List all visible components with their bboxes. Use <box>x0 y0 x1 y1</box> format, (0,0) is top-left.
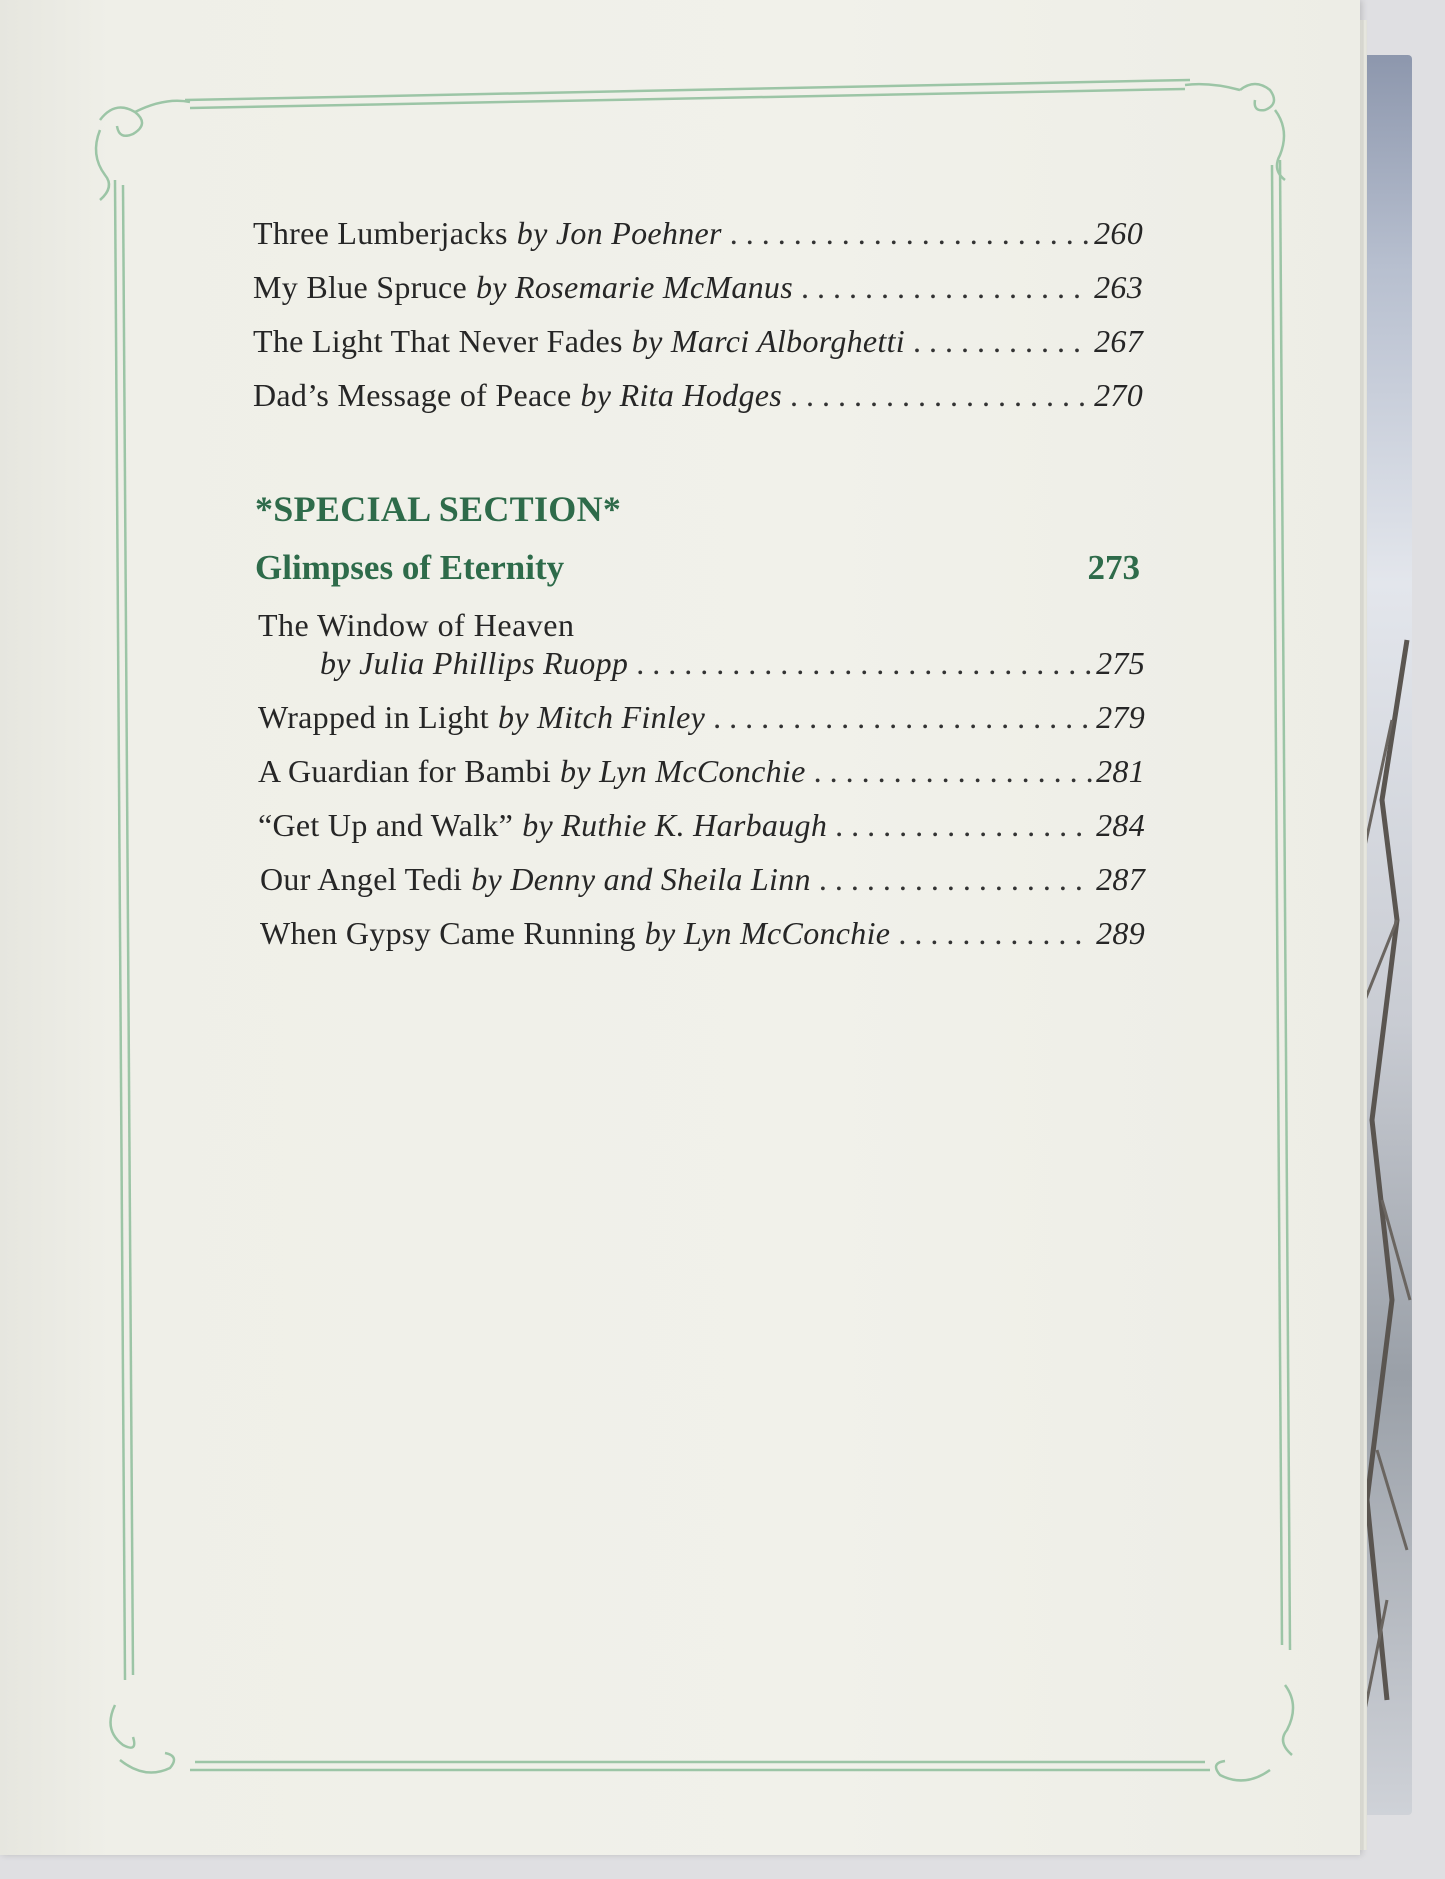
dot-leader <box>835 807 1092 844</box>
entry-page: 281 <box>1096 753 1145 789</box>
dot-leader <box>730 215 1090 252</box>
dot-leader <box>814 753 1092 790</box>
entry-author: by Lyn McConchie <box>644 915 891 951</box>
entry-title: Three Lumberjacks <box>253 215 508 251</box>
entry-title: A Guardian for Bambi <box>258 753 552 789</box>
entry-page: 270 <box>1094 377 1143 413</box>
entry-author: by Denny and Sheila Linn <box>471 861 811 897</box>
toc-entry[interactable] <box>253 215 1143 259</box>
entry-page: 267 <box>1094 323 1143 359</box>
entry-author: by Ruthie K. Harbaugh <box>522 807 828 843</box>
toc-entry[interactable] <box>258 807 1145 851</box>
toc-entry[interactable] <box>260 861 1145 905</box>
special-section-heading[interactable] <box>255 548 1140 588</box>
dot-leader <box>898 915 1092 952</box>
entry-author: by Jon Poehner <box>516 215 722 251</box>
dot-leader <box>819 861 1092 898</box>
dot-leader <box>801 269 1090 306</box>
entry-author: by Julia Phillips Ruopp <box>320 645 629 681</box>
toc-entry[interactable] <box>253 377 1143 421</box>
dot-leader <box>713 699 1092 736</box>
dot-leader <box>790 377 1090 414</box>
entry-page: 260 <box>1094 215 1143 251</box>
dot-leader <box>636 645 1092 682</box>
toc-entry[interactable] <box>258 753 1145 797</box>
entry-page: 284 <box>1096 807 1145 843</box>
toc-entry[interactable] <box>320 645 1145 689</box>
entry-title: When Gypsy Came Running <box>260 915 636 951</box>
entry-author: by Marci Alborghetti <box>631 323 905 359</box>
special-section-page: 273 <box>1087 548 1140 587</box>
dot-leader <box>913 323 1090 360</box>
entry-title: Wrapped in Light <box>258 699 490 735</box>
entry-title: “Get Up and Walk” <box>258 807 514 843</box>
entry-page: 275 <box>1096 645 1145 681</box>
entry-page: 279 <box>1096 699 1145 735</box>
toc-entry[interactable] <box>260 915 1145 959</box>
special-section-label: *SPECIAL SECTION* <box>255 489 622 529</box>
entry-title: The Light That Never Fades <box>253 323 623 359</box>
toc-entry[interactable] <box>253 323 1143 367</box>
entry-title: Dad’s Message of Peace <box>253 377 572 413</box>
special-section-title: Glimpses of Eternity <box>255 548 565 587</box>
toc-entry[interactable] <box>253 269 1143 313</box>
entry-author: by Mitch Finley <box>498 699 706 735</box>
entry-author: by Lyn McConchie <box>560 753 806 789</box>
entry-page: 263 <box>1094 269 1143 305</box>
entry-page: 287 <box>1096 861 1145 897</box>
entry-author: by Rosemarie McManus <box>475 269 793 305</box>
entry-title: Our Angel Tedi <box>260 861 463 897</box>
entry-author: by Rita Hodges <box>580 377 782 413</box>
toc-entry[interactable] <box>258 699 1145 743</box>
entry-page: 289 <box>1096 915 1145 951</box>
entry-title: My Blue Spruce <box>253 269 467 305</box>
entry-title[interactable]: The Window of Heaven <box>258 607 575 643</box>
